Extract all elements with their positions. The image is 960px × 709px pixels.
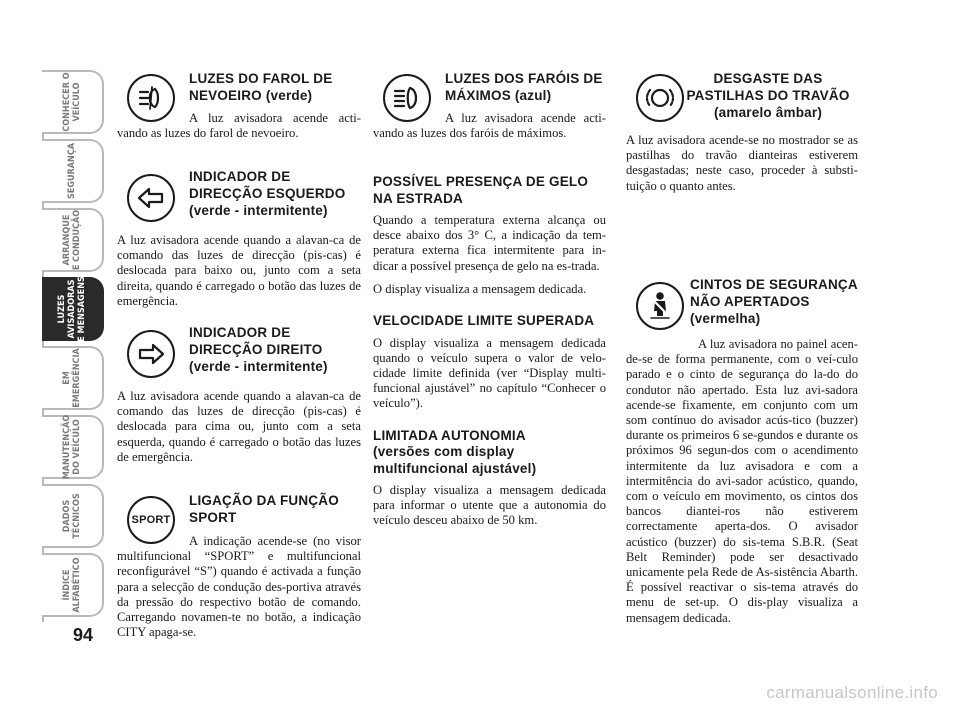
tab-label: SEGURANÇA	[67, 142, 77, 200]
ice-text-2: O display visualiza a mensagem dedicada.	[373, 281, 587, 296]
sport-text: A indicação acende-se (no visor multifuncional “SPORT” e multifuncional reconfigurável “S”) quando é activada a função para a selecção de condução des-portiva através da pressão do respectivo botão de comando. Carregando novamen-te no botão, a indicação CITY apaga-se.	[117, 534, 361, 640]
watermark: carmanualsonline.info	[766, 683, 938, 702]
autonomy-title: LIMITADA AUTONOMIA	[373, 427, 526, 443]
seatbelt-section	[626, 276, 858, 626]
ice-title: POSSÍVEL PRESENÇA DE GELO NA ESTRADA	[373, 174, 589, 206]
brake-pads-title	[678, 70, 858, 121]
column-1	[117, 70, 361, 640]
seatbelt-title-text: CINTOS DE SEGURANÇA NÃO APERTADOS	[690, 277, 858, 309]
tab-conhecer-veiculo[interactable]	[42, 70, 104, 134]
right-indicator-title-text: INDICADOR DE DIRECÇÃO DIREITO	[189, 325, 323, 357]
brake-pads-section	[626, 70, 858, 276]
column-2	[373, 70, 606, 529]
autonomy-subtitle: (versões com display multifuncional ajustável)	[373, 444, 537, 476]
tab-dados-tecnicos[interactable]	[42, 484, 104, 548]
left-indicator-title-text: INDICADOR DE DIRECÇÃO ESQUERDO	[189, 169, 346, 201]
tab-label: EM EMERGÊNCIA	[62, 348, 82, 408]
left-indicator-text: A luz avisadora acende quando a alavan-ca de comando das luzes de direcção (pis-cas) é deslocada para baixo ou, junto com a seta direita, quando é carregado o botão das luzes de emergência.	[117, 233, 361, 308]
tab-indice[interactable]	[42, 553, 104, 617]
fog-light-title-text: LUZES DO FAROL DE NEVOEIRO	[189, 71, 333, 103]
seatbelt-color: (vermelha)	[690, 311, 761, 326]
brake-pads-title-text: DESGASTE DAS PASTILHAS DO TRAVÃO	[686, 71, 850, 103]
tab-label: MANUTENÇÃO DO VEÍCULO	[62, 414, 82, 480]
tab-label: ARRANQUE E CONDUÇÃO	[62, 209, 82, 271]
high-beam-title-text: LUZES DOS FARÓIS DE MÁXIMOS	[445, 71, 603, 103]
high-beam-text: A luz avisadora acende acti-vando as luzes dos faróis de máximos.	[373, 111, 606, 141]
speed-limit-title: VELOCIDADE LIMITE SUPERADA	[373, 313, 595, 329]
ice-text: Quando a temperatura externa alcança ou desce abaixo dos 3° C, a indicação da tem-peratura externa fica intermitente para in-dicar a possível presença de gelo na es-trada.	[373, 213, 606, 273]
tab-arranque[interactable]	[42, 208, 104, 272]
brake-pads-color: (amarelo âmbar)	[713, 105, 823, 120]
page-number: 94	[73, 625, 94, 645]
right-indicator-section	[117, 324, 361, 492]
tab-label: ÍNDICE ALFABÉTICO	[62, 557, 82, 613]
right-indicator-text: A luz avisadora acende quando a alavan-ca de comando das luzes de direcção (pis-cas) é deslocada para cima ou, junto com a seta esquerda, quando é carregado o botão das luzes de emergência.	[117, 389, 361, 464]
tab-emergencia[interactable]	[42, 346, 104, 410]
right-indicator-title	[189, 324, 361, 375]
tab-label: DADOS TÉCNICOS	[62, 493, 82, 539]
right-arrow-icon	[127, 330, 175, 378]
fog-light-section	[117, 70, 361, 154]
left-indicator-color: (verde - intermitente)	[189, 203, 328, 218]
ice-section	[373, 174, 606, 297]
seatbelt-icon	[636, 282, 684, 330]
seatbelt-title	[690, 276, 858, 327]
autonomy-text: O display visualiza a mensagem dedicada para informar o utente que a autonomia do veículo desceu abaixo de 50 km.	[373, 483, 606, 528]
high-beam-icon	[383, 74, 431, 122]
high-beam-title	[445, 70, 606, 104]
high-beam-section	[373, 70, 606, 174]
brake-pads-icon	[636, 74, 684, 122]
speed-limit-section	[373, 313, 606, 412]
high-beam-color: (azul)	[514, 88, 552, 103]
brake-pads-text: A luz avisadora acende-se no mostrador se as pastilhas do travão dianteiras estiverem desgastadas; neste caso, proceder à substi-tuição o quanto antes.	[626, 133, 858, 193]
autonomy-section	[373, 428, 606, 529]
left-arrow-icon	[127, 174, 175, 222]
sport-section	[117, 492, 361, 640]
column-3	[626, 70, 858, 626]
fog-light-color: (verde)	[265, 88, 313, 103]
fog-light-title	[189, 70, 361, 104]
seatbelt-text: A luz avisadora no painel acen-de-se de forma permanente, com o veí-culo parado e o cinto de segurança do la-do do condutor não apertado. Esta luz avi-sadora acende-se fixamente, em conjunto com um som contínuo do avisador acús-tico (buzzer) durante os primeiros 6 se-gundos e durante os próximos 96 segun-dos com o acendimento intermitente da luz avisadora e com a intermitência do avi-sador acústico, quando, com o veículo em movimento, os cintos dos bancos diantei-ros não estiverem correctamente aperta-dos. O avisador acústico (buzzer) do sis-tema S.B.R. (Seat Belt Reminder) pode ser desactivado unicamente pela Rede de As-sistência Abarth. É possível reactivar o sis-tema através do menu de set-up. O dis-play visualiza a mensagem dedicada.	[626, 337, 858, 625]
left-indicator-title	[189, 168, 361, 219]
right-indicator-color: (verde - intermitente)	[189, 359, 328, 374]
tab-luzes-avisadoras[interactable]	[42, 277, 104, 341]
tab-manutencao[interactable]	[42, 415, 104, 479]
sport-title: LIGAÇÃO DA FUNÇÃO SPORT	[189, 493, 339, 525]
speed-limit-text: O display visualiza a mensagem dedicada quando o veículo supera o valor de velo-cidade limite definida (ver “Display multi-funcional ajustável” no capítulo “Conhecer o veículo”).	[373, 335, 606, 411]
sport-badge: SPORT	[131, 514, 171, 526]
fog-light-text: A luz avisadora acende acti-vando as luzes do farol de nevoeiro.	[117, 111, 361, 141]
sport-icon	[127, 496, 175, 544]
tab-label: CONHECER O VEÍCULO	[62, 72, 82, 132]
tab-label: LUZES AVISADORAS E MENSAGENS	[57, 276, 87, 342]
tab-seguranca[interactable]	[42, 139, 104, 203]
left-indicator-section	[117, 168, 361, 322]
fog-light-icon	[127, 74, 175, 122]
